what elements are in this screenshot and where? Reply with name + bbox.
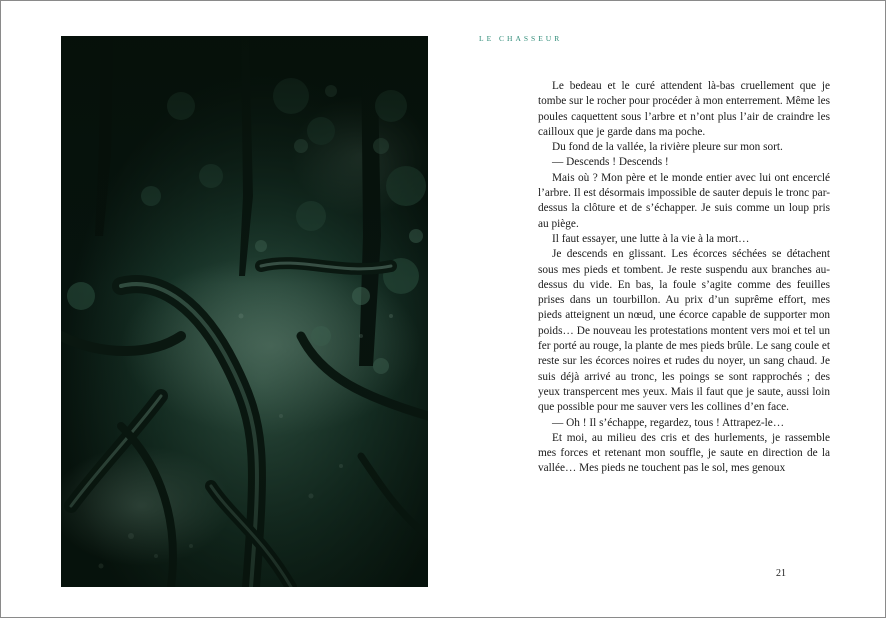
body-text: [538, 79, 830, 477]
paragraph-7: — Oh ! Il s’échappe, regardez, tous ! Attrapez-le…: [552, 416, 785, 429]
page-number: 21: [776, 568, 786, 579]
paragraph-3: — Descends ! Descends !: [552, 156, 669, 169]
paragraph-5: Il faut essayer, une lutte à la vie à la mort…: [552, 232, 750, 245]
forest-photograph: [61, 36, 428, 587]
paragraph-2: Du fond de la vallée, la rivière pleure sur mon sort.: [552, 141, 783, 154]
paragraph-6: Je descends en glissant. Les écorces séchées se détachent sous mes pieds et tombent. Je reste suspendu aux branches au-dessus du vide. En bas, la foule s’agite comme des feuilles prises dans un tourbillon. Au prix d’un suprême effort, mes pieds atteignent un nœud, une écorce capable de supporter mon poids… De nouveau les protestations montent vers moi et tel un fer porté au rouge, la plante de mes pieds brûle. Le sang coule et reste sur les écorces noires et rudes du noyer, un sang chaud. Je suis déjà arrivé au tronc, les poings se sont rapprochés ; des yeux transpercent mes yeux. Mais il faut que je saute, aussi loin que possible pour me sauver vers les collines d’en face.: [538, 248, 830, 414]
running-head: LE CHASSEUR: [479, 34, 563, 43]
paragraph-8: Et moi, au milieu des cris et des hurlements, je rassemble mes forces et retenant mon souffle, je saute en direction de la vallée… Mes pieds ne touchent pas le sol, mes genoux: [538, 431, 830, 475]
paragraph-1: Le bedeau et le curé attendent là-bas cruellement que je tombe sur le rocher pour procéder à mon enterrement. Même les poules caquettent sous l’arbre et n’ont plus l’air de craindre les cailloux que je garde dans ma poche.: [538, 80, 830, 138]
forest-roots-image: [61, 36, 428, 587]
paragraph-4: Mais où ? Mon père et le monde entier avec lui ont encerclé l’arbre. Il est désormais impossible de sauter depuis le tronc par-dessus la clôture et de s’échapper. Je suis comme un loup pris au piège.: [538, 171, 830, 230]
